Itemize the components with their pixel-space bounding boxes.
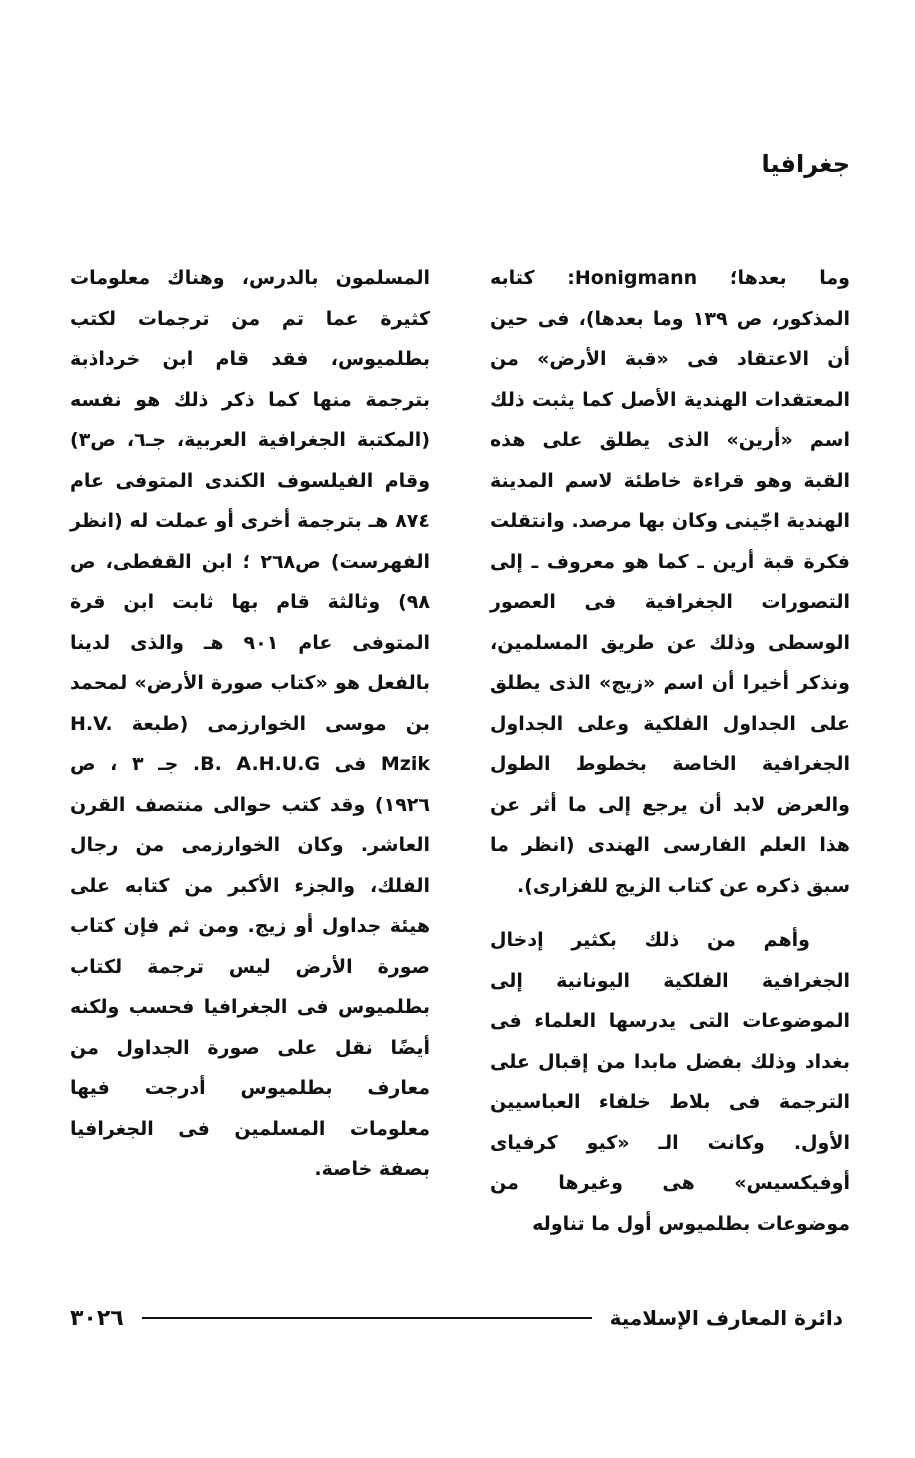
page-title: جغرافيا [761, 150, 850, 178]
footer-divider [142, 1317, 592, 1319]
paragraph: المسلمون بالدرس، وهناك معلومات كثيرة عما تم من ترجمات لكتب بطلميوس، فقد قام ابن خرداذبة بترجمة منها كما ذكر ذلك هو نفسه (المكتبة الجغرافية العربية، جـ٦، ص٣) وقام الفيلسوف الكندى المتوفى عام ٨٧٤ هـ بترجمة أخرى أو عملت له (انظر الفهرست) ص٢٦٨ ؛ ابن القفطى، ص ٩٨) وثالثة قام بها ثابت ابن قرة المتوفى عام ٩٠١ هـ والذى لدينا بالفعل هو «كتاب صورة الأرض» لمحمد بن موسى الخوارزمى (طبعة H.V. Mzik فى B. A.H.U.G. جـ ٣ ، ص ١٩٢٦) وقد كتب حوالى منتصف القرن العاشر. وكان الخوارزمى من رجال الفلك، والجزء الأكبر من كتابه على هيئة جداول أو زيج. ومن ثم فإن كتاب صورة الأرض ليس ترجمة لكتاب بطلميوس فى الجغرافيا فحسب ولكنه أيضًا نقل على صورة الجداول من معارف بطلميوس أدرجت فيها معلومات المسلمين فى الجغرافيا بصفة خاصة. [70, 267, 431, 1180]
paragraph: وأهم من ذلك بكثير إدخال الجغرافية الفلكية اليونانية إلى الموضوعات التى يدرسها العلماء فى بغداد وذلك بفضل مابدا من إقبال على الترجمة فى بلاط خلفاء العباسيين الأول. وكانت الـ «كيو كرفياى أوفيكسيس» هى وغيرها من موضوعات بطلميوس أول ما تناوله [490, 929, 850, 1235]
right-text-column [490, 258, 850, 1244]
publication-name: دائرة المعارف الإسلامية [609, 1306, 843, 1330]
paragraph: وما بعدها؛ Honigmann: كتابه المذكور، ص ١٣٩ وما بعدها)، فى حين أن الاعتقاد فى «قبة الأرض» من المعتقدات الهندية الأصل كما يثبت ذلك اسم «أرين» الذى يطلق على هذه القبة وهو قراءة خاطئة لاسم المدينة الهندية اجّينى وكان بها مرصد. وانتقلت فكرة قبة أرين ـ كما هو معروف ـ إلى التصورات الجغرافية فى العصور الوسطى وذلك عن طريق المسلمين، ونذكر أخيرا أن اسم «زيج» الذى يطلق على الجداول الفلكية وعلى الجداول الجغرافية الخاصة بخطوط الطول والعرض لابد أن يرجع إلى ما أثر عن هذا العلم الفارسى الهندى (انظر ما سبق ذكره عن كتاب الزيج للفزارى). [490, 267, 850, 897]
page-footer [70, 1300, 843, 1336]
left-text-column [70, 258, 430, 1190]
page-number: ٣٠٢٦ [70, 1305, 124, 1331]
